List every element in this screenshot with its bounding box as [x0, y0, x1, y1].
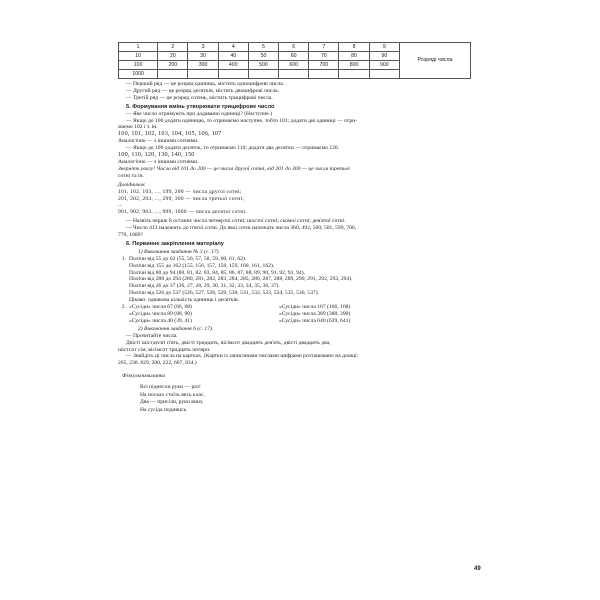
table-cell: 8: [339, 43, 369, 52]
table-cell: [188, 70, 218, 79]
table-cell: 10: [119, 52, 158, 61]
table-cell: 20: [158, 52, 188, 61]
exercise-1: [118, 256, 478, 304]
number-sequence: 100, 110, 120, 130, 140, 150: [118, 151, 195, 159]
neighbors-line: «Сусіди» числа 40 (39, 41): [129, 317, 192, 324]
table-cell: 6: [279, 43, 309, 52]
text-line: — Яке число отримують при додаванні одиниці? (Наступне.): [126, 110, 272, 117]
reference-heading: Довідничок: [118, 181, 145, 188]
table-cell: 400: [218, 61, 248, 70]
exercise-line: Полічи від 155 до 162 (155, 156, 157, 158, 159, 160, 161, 162).: [129, 262, 275, 269]
exercise-line: Полічи від 80 до 94 (80, 81, 82, 83, 84, 85, 86, 87, 88, 89, 90, 91, 92, 93, 94).: [129, 269, 305, 276]
table-cell: 9: [369, 43, 399, 52]
reference-line: 101, 102, 103, ..., 199, 200 — числа другої сотні;: [118, 188, 242, 195]
note-line: Зверніть увагу! Числа від 101 до 200 — це числа другої сотні, від 201 до 300 — це числа третьої: [118, 165, 350, 172]
table-cell: [218, 70, 248, 79]
table-cell: [369, 70, 399, 79]
table-cell: 100: [119, 61, 158, 70]
table-cell: [248, 70, 278, 79]
number-sequence: 100, 101, 102, 103, 104, 105, 106, 107: [118, 130, 222, 138]
table-cell: 900: [369, 61, 399, 70]
text-line: — Третій ряд — це розряд сотень, містить трицифрові числа.: [126, 94, 273, 101]
text-line: — Назвіть перше й останнє числа четвертої сотні; шостої сотні; сьомої сотні; дев'ятої сотні.: [126, 218, 346, 225]
text-line: — Якщо до 100 додати десяток, то отримаємо 110; додати два десятки — отримаємо 120.: [126, 145, 340, 152]
table-cell: 90: [369, 52, 399, 61]
table-cell: 7: [309, 43, 339, 52]
neighbors-line: «Сусіди» числа 167 (166, 168): [279, 304, 351, 311]
table-cell: [339, 70, 369, 79]
table-cell: 2: [158, 43, 188, 52]
table-cell: 60: [279, 52, 309, 61]
table-cell: 600: [279, 61, 309, 70]
reference-line: 201, 202, 203, ..., 299, 300 — числа третьої сотні;: [118, 195, 244, 202]
text-line: — Число 413 належить до п'ятої сотні. До якої сотні належать числа 360, 492, 500, 501, 599, 700,: [126, 225, 357, 232]
text-line: — Якщо до 100 додати одиницю, то отримаємо наступне, тобто 101; додати дві одиниці — отри-: [126, 117, 357, 124]
text-line: — Другий ряд — це розряд десятків, містить двоцифрові числа.: [126, 87, 280, 94]
poem-line: На носках стоїть весь клас,: [140, 391, 205, 398]
exercise-line: Полічи від 26 до 37 (26, 27, 28, 29, 30, 31, 32, 33, 34, 35, 36, 37).: [129, 283, 280, 290]
text-line: — Перший ряд — це розряд одиниць, містить одноцифрові числа.: [126, 81, 285, 87]
table-cell: 40: [218, 52, 248, 61]
text-line: маємо 102 і т. ін.: [118, 124, 158, 131]
table-cell: 70: [309, 52, 339, 61]
text-line: сотні та ін.: [118, 172, 144, 179]
textbook-page: [118, 42, 478, 415]
table-cell: 700: [309, 61, 339, 70]
section-heading-5: 5. Формування вмінь утворювати трицифрове число: [126, 103, 275, 110]
text-line: Аналогічно — з іншими сотнями.: [118, 138, 199, 145]
task-heading: 1) Виконання завдання № 3 (с. 17).: [138, 248, 220, 255]
table-cell: 1: [119, 43, 158, 52]
poem-line: Всі піднесли руки — раз!: [140, 384, 201, 391]
poem-line: На сусіда подивись.: [140, 406, 188, 413]
poem: [118, 384, 478, 414]
table-cell: [309, 70, 339, 79]
neighbors-line: «Сусіди» числа 67 (66, 68): [129, 304, 192, 311]
table-cell: 500: [248, 61, 278, 70]
table-cell: 800: [339, 61, 369, 70]
table-cell: 4: [218, 43, 248, 52]
physical-exercise-heading: Фізкультхвилинка: [122, 373, 166, 380]
text-line: — Прочитайте числа.: [126, 332, 178, 339]
page-number: 49: [474, 566, 481, 572]
text-line: — Знайдіть ці числа на картках. (Картки із записаними числами цифрами розташовано на дошці:: [126, 353, 359, 360]
exercise-line: Полічи від 526 до 537 (526, 527, 528, 529, 530, 531, 532, 533, 534, 535, 536, 537).: [129, 290, 319, 297]
poem-line: Два — присіли, руки вниз,: [140, 399, 204, 406]
reference-line: 901, 902, 903, ..., 999, 1000 — числа десятої сотні.: [118, 209, 247, 216]
exercise-number: 2.: [121, 304, 126, 311]
text-line: Аналогічно — з іншими сотнями.: [118, 158, 199, 165]
table-cell: 3: [188, 43, 218, 52]
table-cell: [158, 70, 188, 79]
table-cell: 5: [248, 43, 278, 52]
text-line: Двісті шістдесят п'ять, двісті тридцять, вісімсот двадцять дев'ять, двісті двадцять два,: [126, 339, 331, 346]
table-cell: 80: [339, 52, 369, 61]
table-cell: 30: [188, 52, 218, 61]
table-cell: [279, 70, 309, 79]
neighbors-line: «Сусіди» числа 89 (88, 90): [129, 311, 192, 317]
exercise-line: Цікаво: однакова кількість одиниць і десятків.: [129, 297, 240, 304]
table-cell: 50: [248, 52, 278, 61]
table-cell: 200: [158, 61, 188, 70]
table-row: [119, 43, 471, 52]
section-heading-6: 6. Первинне закріплення матеріалу: [126, 240, 224, 247]
text-line: шістсот сім, вісімсот тридцять чотири.: [118, 346, 211, 353]
exercise-line: Полічи від 280 до 294 (280, 281, 282, 283, 284, 285, 286, 287, 288, 289, 290, 291, 292, 293, 294).: [129, 276, 353, 283]
exercise-number: 1.: [121, 255, 126, 262]
neighbors-line: «Сусіди» числа 389 (388, 390): [279, 311, 351, 317]
reference-line: ...: [118, 202, 123, 209]
table-cell: 300: [188, 61, 218, 70]
table-label: Розряді числа: [400, 43, 471, 79]
text-line: 265, 230, 829, 200, 222, 607, 834.): [118, 360, 197, 367]
exercise-line: Полічи від 55 до 62 (55, 56, 57, 58, 59, 60, 61, 62).: [129, 255, 247, 262]
digit-rank-table: [118, 42, 471, 79]
text-line: 770, 1000?: [118, 232, 143, 239]
table-cell: 1000: [119, 70, 158, 79]
task-heading: 2) Виконання завдання 6 (с. 17).: [138, 325, 214, 332]
neighbors-line: «Сусіди» числа 640 (639, 641): [279, 317, 351, 324]
exercise-2: [118, 304, 478, 325]
